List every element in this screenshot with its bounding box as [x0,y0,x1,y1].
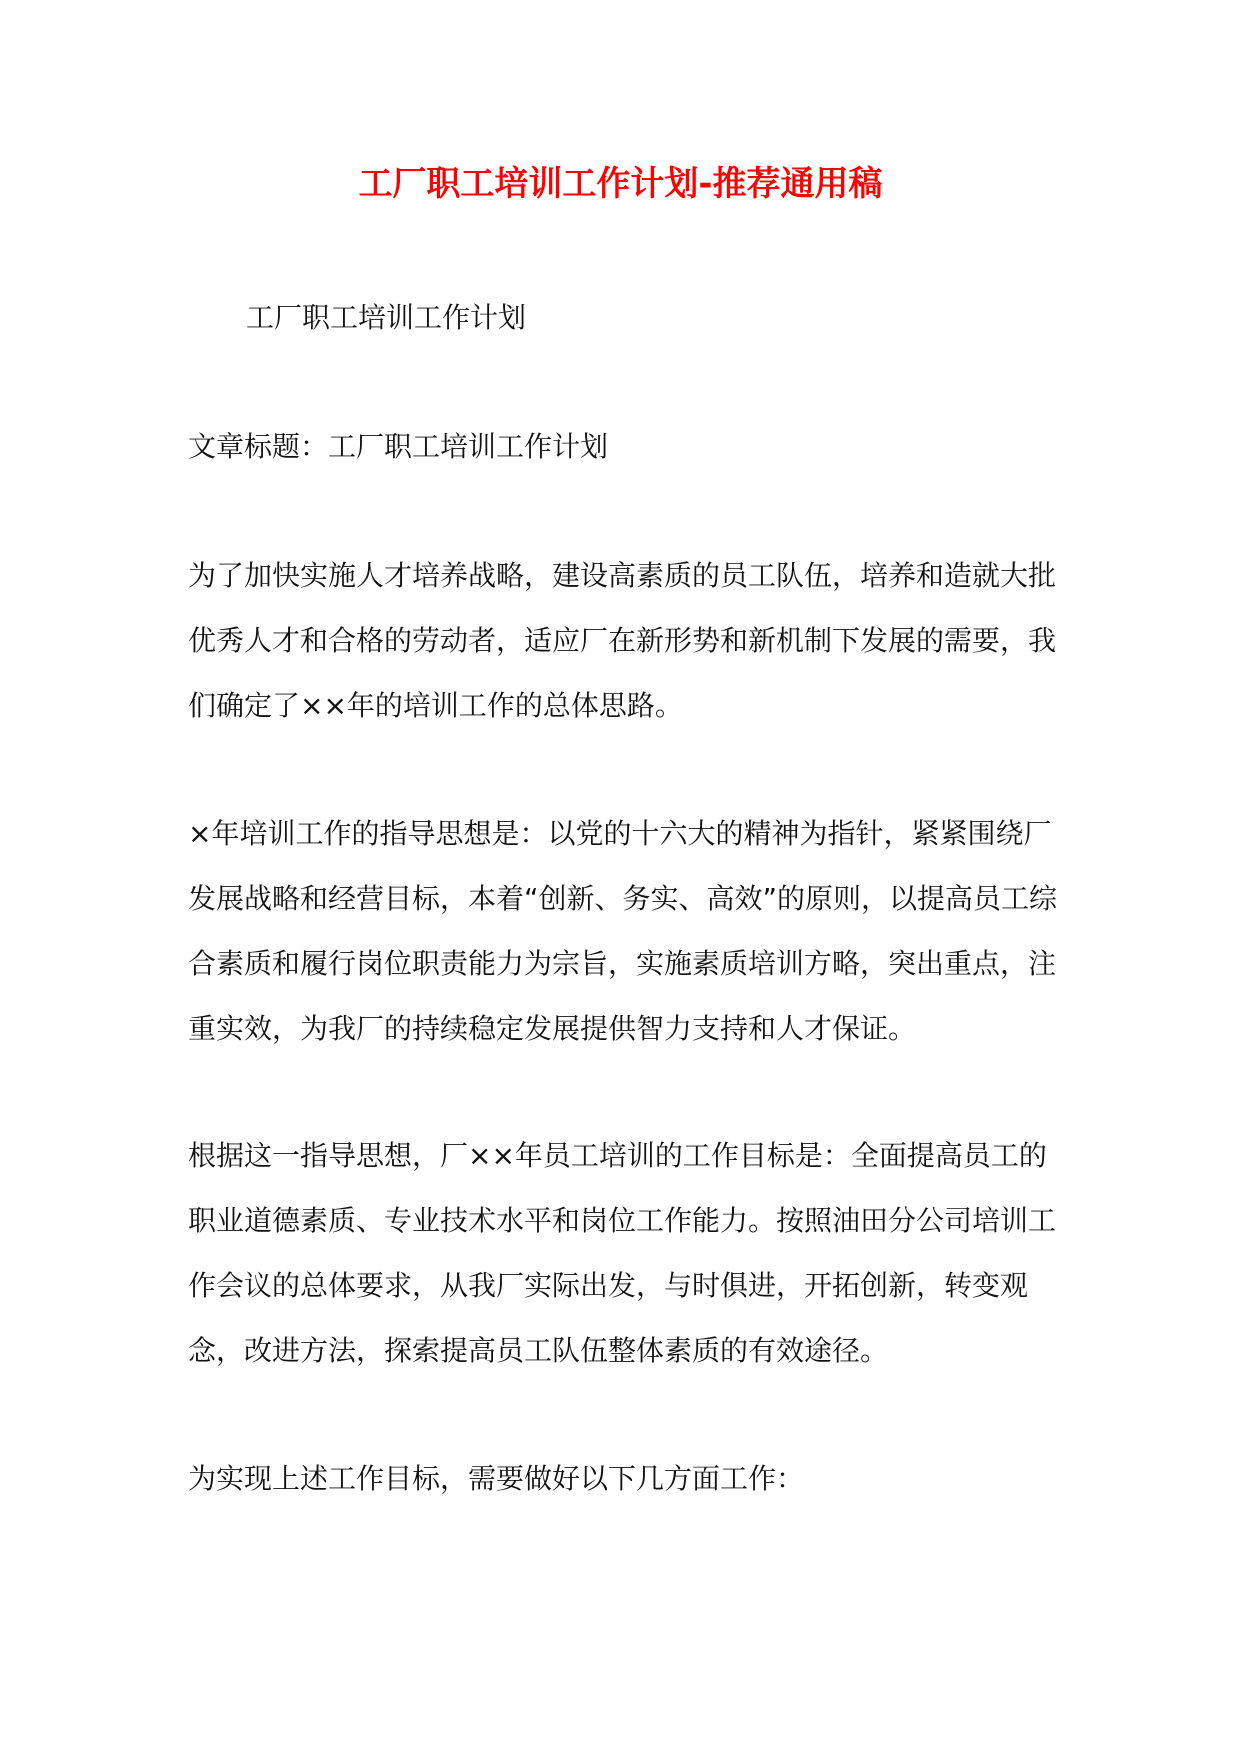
paragraph-4: 为实现上述工作目标，需要做好以下几方面工作： [188,1462,805,1495]
paragraph-3: 根据这一指导思想，厂××年员工培训的工作目标是：全面提高员工的职业道德素质、专业技术水平和岗位工作能力。按照油田分公司培训工作会议的总体要求，从我厂实际出发，与时俱进，开拓创新，转变观念，改进方法，探索提高员工队伍整体素质的有效途径。 [188,1139,1057,1367]
document-subtitle: 工厂职工培训工作计划 [246,301,527,334]
paragraph-2: ×年培训工作的指导思想是：以党的十六大的精神为指针，紧紧围绕厂发展战略和经营目标，本着“创新、务实、高效”的原则，以提高员工综合素质和履行岗位职责能力为宗旨，实施素质培训方略，突出重点，注重实效，为我厂的持续稳定发展提供智力支持和人才保证。 [188,817,1058,1045]
article-title-line: 文章标题：工厂职工培训工作计划 [188,430,609,463]
paragraph-1: 为了加快实施人才培养战略，建设高素质的员工队伍，培养和造就大批优秀人才和合格的劳动者，适应厂在新形势和新机制下发展的需要，我们确定了××年的培训工作的总体思路。 [188,559,1057,722]
document-title: 工厂职工培训工作计划-推荐通用稿 [358,164,883,204]
